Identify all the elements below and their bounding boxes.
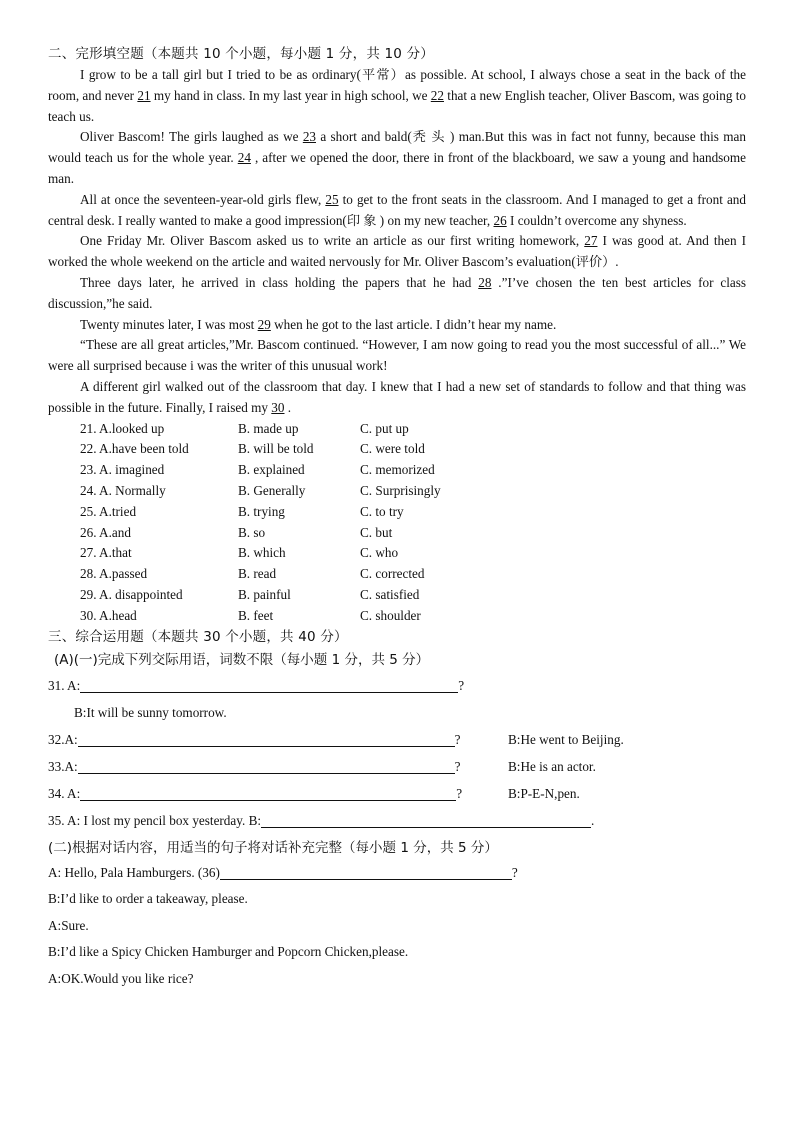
option-a: 22. A.have been told <box>80 441 189 457</box>
passage-text: Three days later, he arrived in class holding the papers that he had <box>80 274 479 290</box>
section-3-title: 三、综合运用题（本题共 30 个小题，共 40 分） <box>48 628 348 645</box>
option-row <box>48 543 746 564</box>
q32-response: B:He went to Beijing. <box>508 731 624 747</box>
option-a: 24. A. Normally <box>80 482 166 498</box>
passage-text: A different girl walked out of the classroom that day. I knew that I had a new set of standards to follow and that thing was possible in the future. Finally, I raised my <box>48 378 746 415</box>
passage-paragraph <box>48 65 746 127</box>
passage-text: Oliver Bascom! The girls laughed as we <box>80 129 303 145</box>
option-c: C. who <box>360 545 399 561</box>
option-c: C. satisfied <box>360 586 420 602</box>
option-row <box>48 502 746 523</box>
question-34 <box>48 780 746 807</box>
q31-qmark: ? <box>458 677 465 693</box>
passage-text: All at once the seventeen-year-old girls flew, <box>80 191 326 207</box>
blank-30[interactable]: 30 <box>271 399 285 415</box>
passage-text: a short and bald(秃 头 ) man.But this was in fact not funny, because this man would teach us for the whole year. <box>48 129 746 166</box>
passage-text: I couldn’t overcome any shyness. <box>506 212 687 228</box>
passage-text: . <box>284 399 292 415</box>
q34-label: 34. A: <box>48 785 81 801</box>
q34-answer-line[interactable] <box>80 784 456 801</box>
option-row <box>48 460 746 481</box>
option-a: 21. A.looked up <box>80 420 165 436</box>
passage-text: Twenty minutes later, I was most <box>80 316 258 332</box>
q35-label: 35. A: I lost my pencil box yesterday. B: <box>48 812 262 828</box>
option-b: B. which <box>238 545 286 561</box>
option-c: C. were told <box>360 441 425 457</box>
option-c: C. put up <box>360 420 409 436</box>
cloze-options <box>48 419 746 627</box>
blank-29[interactable]: 29 <box>257 316 271 332</box>
q31-answer-line[interactable] <box>80 676 458 693</box>
q31-label: 31. A: <box>48 677 81 693</box>
q32-answer-line[interactable] <box>78 730 455 747</box>
q36-answer-line[interactable] <box>220 863 512 880</box>
option-a: 28. A.passed <box>80 566 148 582</box>
option-a: 30. A.head <box>80 607 137 623</box>
option-c: C. Surprisingly <box>360 482 441 498</box>
option-b: B. trying <box>238 503 285 519</box>
q31-response: B:It will be sunny tomorrow. <box>74 704 227 720</box>
option-b: B. feet <box>238 607 274 623</box>
dialog-line-2: B:I’d like to order a takeaway, please. <box>48 891 248 907</box>
q34-qmark: ? <box>456 785 463 801</box>
q36-qmark: ? <box>511 864 518 880</box>
option-b: B. painful <box>238 586 291 602</box>
passage-text: my hand in class. In my last year in high school, we <box>150 87 431 103</box>
option-c: C. to try <box>360 503 404 519</box>
option-row <box>48 606 746 627</box>
passage-paragraph <box>48 315 746 336</box>
option-row <box>48 439 746 460</box>
option-c: C. corrected <box>360 566 425 582</box>
dialog-line-1-text: A: Hello, Pala Hamburgers. (36) <box>48 864 220 880</box>
q32-label: 32.A: <box>48 731 78 747</box>
option-c: C. memorized <box>360 462 435 478</box>
dialog-line-3: A:Sure. <box>48 917 89 933</box>
part-b-title: (二)根据对话内容，用适当的句子将对话补充完整（每小题 1 分，共 5 分） <box>48 839 498 856</box>
question-32 <box>48 726 746 753</box>
passage-paragraph <box>48 377 746 419</box>
passage-text: to get to the front seats in the classroom. And I managed to get a front and central desk. I really wanted to make a good impression(印 象 ) on my new teacher, <box>48 191 746 228</box>
passage-paragraph <box>48 335 746 377</box>
option-a: 27. A.that <box>80 545 132 561</box>
q32-qmark: ? <box>454 731 461 747</box>
cloze-passage <box>48 65 746 419</box>
blank-26[interactable]: 26 <box>493 212 507 228</box>
q33-label: 33.A: <box>48 758 78 774</box>
option-a: 26. A.and <box>80 524 131 540</box>
option-b: B. so <box>238 524 266 540</box>
q33-response: B:He is an actor. <box>508 758 596 774</box>
option-c: C. but <box>360 524 393 540</box>
option-b: B. read <box>238 566 277 582</box>
option-b: B. will be told <box>238 441 314 457</box>
dialog-line-4: B:I’d like a Spicy Chicken Hamburger and Popcorn Chicken,please. <box>48 944 409 960</box>
passage-paragraph <box>48 273 746 315</box>
passage-paragraph <box>48 127 746 189</box>
option-row <box>48 564 746 585</box>
passage-paragraph <box>48 231 746 273</box>
option-row <box>48 585 746 606</box>
part-a-title: (A)(一)完成下列交际用语，词数不限（每小题 1 分，共 5 分） <box>54 651 430 668</box>
passage-text: I grow to be a tall girl but I tried to be as ordinary(平常）as possible. At school, I always chose a seat in the back of the room, and never <box>48 67 746 103</box>
q33-answer-line[interactable] <box>78 757 455 774</box>
option-b: B. Generally <box>238 482 306 498</box>
q35-answer-line[interactable] <box>261 811 591 828</box>
exam-page <box>48 44 746 992</box>
option-row <box>48 481 746 502</box>
option-b: B. made up <box>238 420 299 436</box>
blank-22[interactable]: 22 <box>430 87 444 103</box>
option-a: 23. A. imagined <box>80 462 165 478</box>
option-a: 25. A.tried <box>80 503 137 519</box>
q35-end: . <box>591 812 595 828</box>
passage-paragraph <box>48 190 746 232</box>
option-a: 29. A. disappointed <box>80 586 183 602</box>
passage-text: that a new English teacher, Oliver Bascom, was going to teach us. <box>48 87 746 124</box>
blank-25[interactable]: 25 <box>325 191 339 207</box>
blank-24[interactable]: 24 <box>237 150 251 166</box>
dialog-line-1 <box>48 860 746 887</box>
passage-text: when he got to the last article. I didn’t hear my name. <box>270 316 557 332</box>
question-35 <box>48 807 746 834</box>
passage-text: .”I’ve chosen the ten best articles for class discussion,”he said. <box>48 274 746 311</box>
q34-response: B:P-E-N,pen. <box>508 785 580 801</box>
option-row <box>48 419 746 440</box>
passage-text: , after we opened the door, there in front of the blackboard, we saw a young and handsome man. <box>48 150 746 186</box>
blank-27[interactable]: 27 <box>584 233 598 249</box>
blank-23[interactable]: 23 <box>302 129 316 145</box>
passage-text: “These are all great articles,”Mr. Bascom continued. “However, I am now going to read you the most successful of all...” We were all surprised because i was the writer of this unusual work! <box>48 337 746 374</box>
dialog-line-5: A:OK.Would you like rice? <box>48 970 194 986</box>
passage-text: I was good at. And then I worked the whole weekend on the article and waited nervously for Mr. Oliver Bascom’s evaluation(评价）. <box>48 233 746 270</box>
option-c: C. shoulder <box>360 607 421 623</box>
q33-qmark: ? <box>454 758 461 774</box>
question-33 <box>48 753 746 780</box>
passage-text: One Friday Mr. Oliver Bascom asked us to write an article as our first writing homework, <box>80 233 585 249</box>
option-row <box>48 523 746 544</box>
question-31 <box>48 672 746 699</box>
blank-21[interactable]: 21 <box>137 87 151 103</box>
blank-28[interactable]: 28 <box>478 274 492 290</box>
section-2-title: 二、完形填空题（本题共 10 个小题，每小题 1 分，共 10 分） <box>48 46 434 62</box>
option-b: B. explained <box>238 462 305 478</box>
